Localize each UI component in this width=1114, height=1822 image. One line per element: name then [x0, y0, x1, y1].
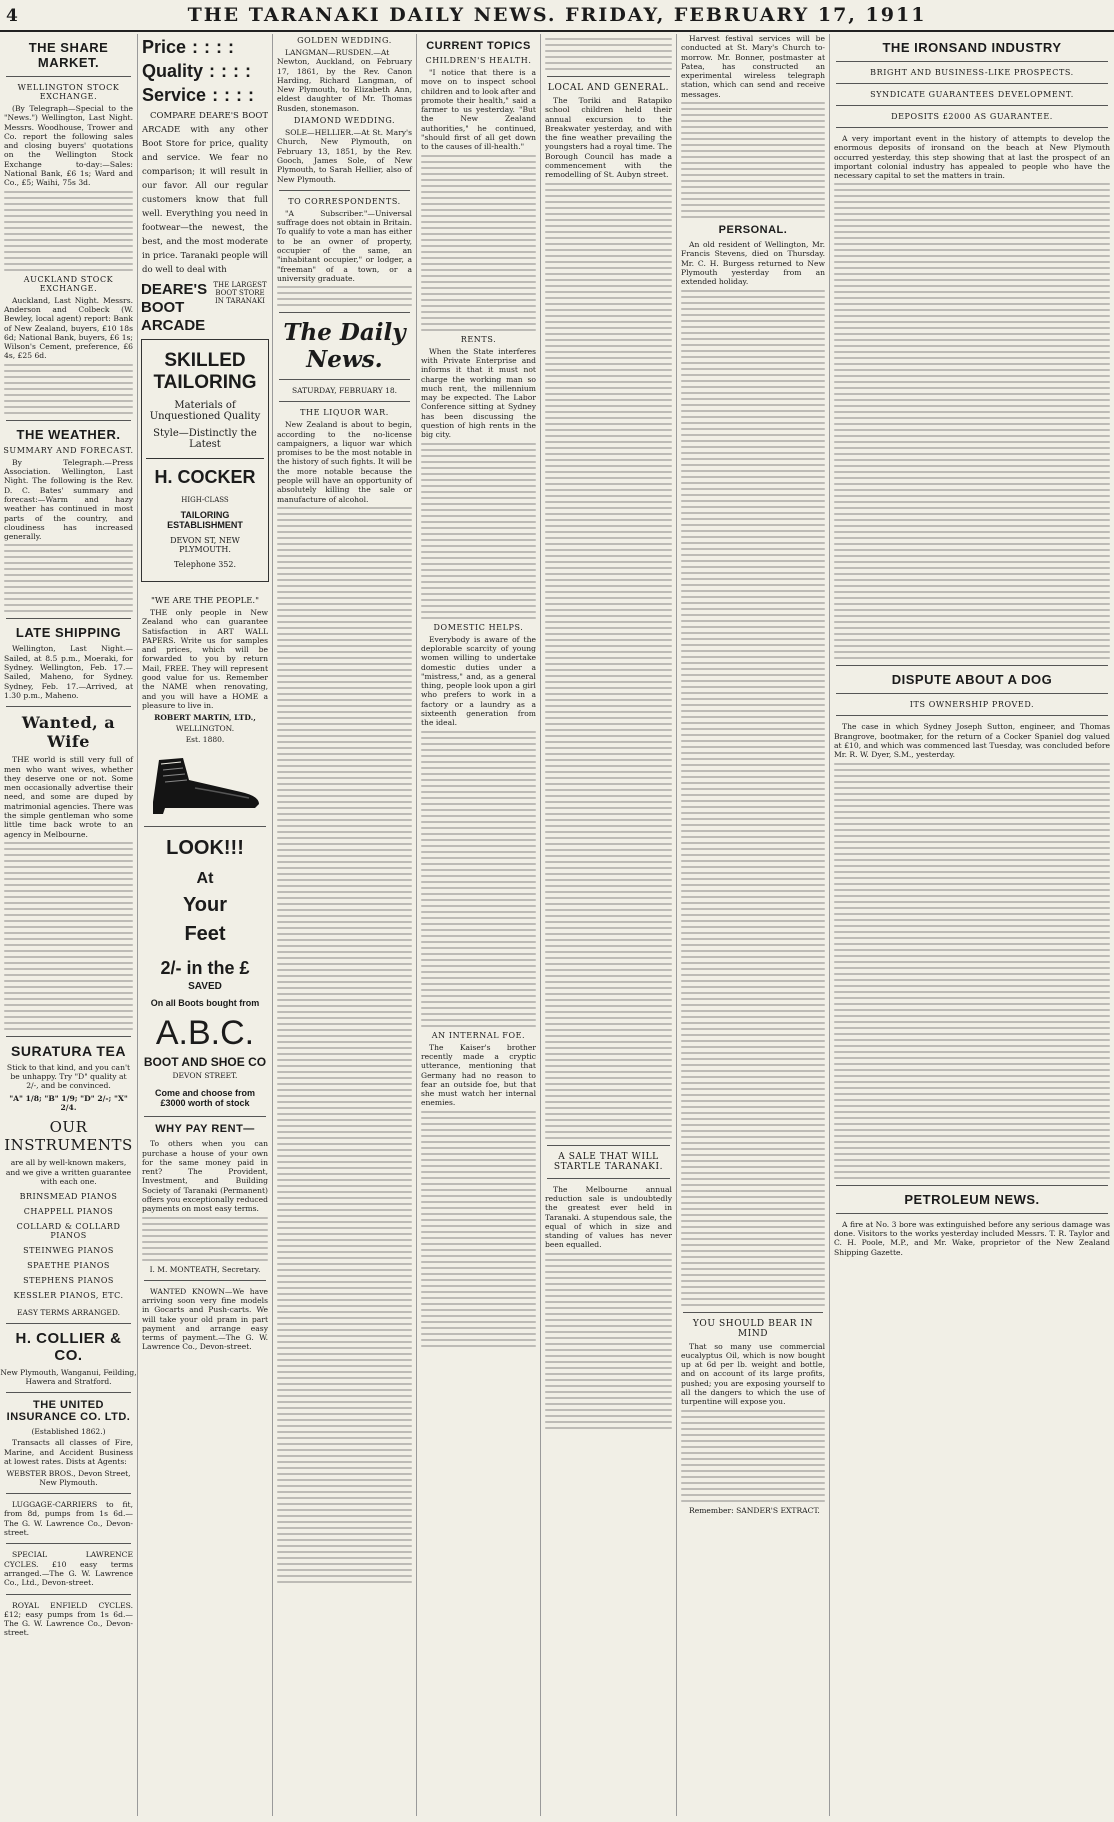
diamond-wedding-text: SOLE—HELLIER.—At St. Mary's Church, New Plymouth, on February 13, 1851, by the Rev. Gooch, James Sole, of New Plymouth, to Sarah Hellier, also of New Plymouth.: [277, 128, 412, 184]
cocker-name: H. COCKER: [154, 467, 256, 487]
divider: [279, 312, 410, 313]
column-5: [541, 34, 677, 1816]
piano-item: KESSLER PIANOS, ETC.: [13, 1291, 124, 1301]
robert-martin-name: ROBERT MARTIN, LTD.,: [154, 713, 256, 723]
divider: [836, 1213, 1108, 1214]
text-lines: [4, 842, 133, 1030]
divider: [836, 693, 1108, 694]
golden-wedding-heading: GOLDEN WEDDING.: [297, 36, 392, 45]
local-general-text: The Toriki and Ratapiko school children held their annual excursion to the Breakwater yesterday, and with the fine weather prevailing the youngsters had a royal time. The Borough Council has made a commencement with the remodelling of St. Aubyn street.: [545, 96, 672, 180]
column-4: [417, 34, 541, 1816]
divider: [6, 76, 131, 77]
text-lines: [545, 183, 672, 1139]
auckland-exchange-heading: AUCKLAND STOCK EXCHANGE.: [23, 274, 114, 293]
wellington-exchange-heading: WELLINGTON STOCK EXCHANGE.: [17, 83, 120, 101]
special-cycles-ad: SPECIAL LAWRENCE CYCLES. £10 easy terms arranged.—The G. W. Lawrence Co., Ltd., Devon-street.: [4, 1550, 133, 1588]
suratura-heading: SURATURA TEA: [11, 1042, 126, 1059]
weather-heading: THE WEATHER.: [16, 426, 121, 442]
divider: [6, 1036, 131, 1037]
wanted-wife-text: THE world is still very full of men who want wives, whether they deserve one or not. Some men occasionally advertise their need, and some are duped by matrimonial agencies. There was the simple gentleman who some little time back wrote to an agency in Melbourne.: [4, 755, 133, 839]
divider: [6, 1323, 131, 1324]
text-lines: [421, 731, 536, 1027]
text-lines: [681, 1410, 825, 1502]
childrens-health-heading: CHILDREN'S HEALTH.: [425, 56, 532, 65]
wanted-wife-heading: Wanted, a Wife: [21, 713, 116, 752]
piano-item: BRINSMEAD PIANOS: [19, 1192, 118, 1202]
piano-list: [0, 1192, 137, 1300]
cocker-address: DEVON ST, NEW PLYMOUTH.: [170, 536, 240, 554]
united-established: (Established 1862.): [31, 1427, 106, 1437]
divider: [836, 665, 1108, 666]
petroleum-text: A fire at No. 3 bore was extinguished before any serious damage was done. Visitors to the works yesterday included Messrs. T. R. Taylor and C. H. Poole, M.P., and Mr. Wake, proprietor of the New Zealand Shipping Gazette.: [834, 1219, 1110, 1257]
ironsand-subheading: BRIGHT AND BUSINESS-LIKE PROSPECTS.: [870, 68, 1074, 77]
deare-arcade-name: DEARE'S BOOT ARCADE: [141, 281, 208, 334]
weather-text: By Telegraph.—Press Association. Wellington, Last Night. The following is the Rev. D. C. Bates' summary and forecast:—Warm and hazy weather has continued in most parts of the country, and cloudiness has increased generally.: [4, 457, 133, 542]
piano-item: STEINWEG PIANOS: [23, 1246, 114, 1256]
column-7: [830, 34, 1114, 1816]
united-insurance-heading: THE UNITED INSURANCE CO. LTD.: [6, 1399, 131, 1424]
divider: [6, 1493, 131, 1494]
price-quality-service: [138, 37, 272, 106]
text-lines: [834, 763, 1110, 1179]
divider: [6, 618, 131, 619]
look-feet: Feet: [184, 923, 226, 946]
divider: [836, 61, 1108, 62]
divider: [836, 127, 1108, 128]
cocker-class: HIGH-CLASS: [181, 496, 229, 504]
divider: [6, 1392, 131, 1393]
weather-subheading: SUMMARY AND FORECAST.: [3, 445, 134, 455]
webster-bros: WEBSTER BROS., Devon Street, New Plymouth.: [6, 1469, 131, 1488]
internal-foe-text: The Kaiser's brother recently made a cryptic utterance, mentioning that Germany had no reason to fear an outside foe, but that she must watch her internal enemies.: [421, 1042, 536, 1108]
harvest-text: Harvest festival services will be conducted at St. Mary's Church to-morrow. Mr. Bonner, postmaster at Patea, has constructed an experimental wireless telegraph station, which can send and receive messages.: [681, 34, 825, 99]
internal-foe-heading: AN INTERNAL FOE.: [431, 1030, 526, 1040]
correspondents-text: "A Subscriber."—Universal suffrage does not obtain in Britain. To qualify to vote a man has either to be an owner of property, occupier of the same, an "inhabitant occupier," or lodger, a "freeman" of a town, or a university graduate.: [277, 208, 412, 283]
divider: [144, 1280, 266, 1281]
divider: [836, 715, 1108, 716]
rents-heading: RENTS.: [460, 334, 497, 344]
domestic-helps-text: Everybody is aware of the deplorable scarcity of young women willing to undertake domestic duties under a "mistress," and, as a general thing, people look upon a girl who prefers to work in a factory or a laundry as a sixteenth generation from the ideal.: [421, 634, 536, 728]
golden-wedding-text: LANGMAN—RUSDEN.—At Newton, Auckland, on February 17, 1861, by the Rev. Canon Harding, Richard Langman, of New Plymouth, to Elizabeth Ann, eldest daughter of Mr. Thomas Rusden, stonemason.: [277, 48, 412, 113]
text-lines: [681, 102, 825, 218]
divider: [144, 1116, 266, 1117]
suratura-grades: "A" 1/8; "B" 1/9; "D" 2/-; "X" 2/4.: [9, 1093, 128, 1113]
robert-martin-city: WELLINGTON.: [175, 724, 235, 734]
text-lines: [545, 38, 672, 70]
divider: [836, 1185, 1108, 1186]
deare-arcade-text: COMPARE DEARE'S BOOT ARCADE with any other Boot Store for price, quality and service. We fear no comparison; it will result in our favor. All our regular customers know that full well. Everything you need in footwear—the newest, the best, and the most moderate in price. Taranaki people will do well to deal with: [142, 111, 268, 275]
piano-item: CHAPPELL PIANOS: [23, 1207, 114, 1217]
column-1: [0, 34, 138, 1816]
ironsand-text: A very important event in the history of attempts to develop the enormous deposits of ironsand on the beach at New Plymouth occurred yesterday, this step showing that at last the prospect of an important colonial industry has appealed to people who have the necessary capital to set the matters in train.: [834, 134, 1110, 181]
divider: [547, 76, 670, 77]
page-number: 4: [6, 6, 18, 26]
childrens-health-text: "I notice that there is a move on to inspect school children and to look after and promote their health," said a farmer to us yesterday. "But the New Zealand authorities," he continued, "should first of all get down to the causes of ill-health.": [421, 68, 536, 152]
wellington-exchange-text: (By Telegraph—Special to the "News.") Wellington, Last Night. Messrs. Woodhouse, Trower and Co. report the following sales and closing buyers' quotations on the Wellington Stock Exchange to-day:—Sales: National Bank, £6 1s; Ward and Co., £5; Waihi, 75s 3d.: [4, 104, 133, 188]
masthead: [0, 0, 1114, 32]
late-shipping-heading: LATE SHIPPING: [15, 625, 122, 641]
text-lines: [421, 443, 536, 619]
royal-enfield-ad: ROYAL ENFIELD CYCLES. £12; easy pumps from 1s 6d.—The G. W. Lawrence Co., Devon-street.: [4, 1600, 133, 1638]
skilled-tailoring-materials: Materials of Unquestioned Quality: [149, 400, 261, 422]
look-your: Your: [182, 894, 228, 917]
piano-item: SPAETHE PIANOS: [27, 1261, 110, 1271]
sale-heading: A SALE THAT WILL STARTLE TARANAKI.: [553, 1151, 664, 1172]
bear-in-mind-heading: YOU SHOULD BEAR IN MIND: [692, 1318, 814, 1339]
on-all-boots: On all Boots bought from: [150, 998, 260, 1009]
abc-devon-street: DEVON STREET.: [172, 1071, 238, 1081]
wanted-known-ad: WANTED KNOWN—We have arriving soon very fine models in Gocarts and Push-carts. We will take your old pram in part payment and arrange easy terms of payment.—The G. W. Lawrence Co., Devon-street.: [142, 1286, 268, 1352]
text-lines: [681, 290, 825, 1306]
share-market-heading: THE SHARE MARKET.: [28, 40, 109, 70]
two-shillings-saved: 2/- in the £: [160, 958, 250, 979]
instruments-sub: are all by well-known makers, and we give a written guarantee with each one.: [5, 1158, 132, 1186]
sale-text: The Melbourne annual reduction sale is undoubtedly the greatest ever held in Taranaki. A stupendous sale, the equal of which in size and standing of values has never been equalled.: [545, 1184, 672, 1250]
personal-heading: PERSONAL.: [718, 224, 788, 237]
divider: [6, 420, 131, 421]
deposits-subheading: DEPOSITS £2000 AS GUARANTEE.: [891, 112, 1053, 121]
local-general-heading: LOCAL AND GENERAL.: [547, 83, 670, 93]
collier-address: New Plymouth, Wanganui, Feilding, Hawera and Stratford.: [0, 1368, 137, 1387]
rents-text: When the State interferes with Private Enterprise and informs it that it must not charge the working man so much rent, the millennium may be expected. The Labor Conference sitting at Sydney has been discussing the question of high rents in the big city.: [421, 346, 536, 440]
text-lines: [277, 286, 412, 306]
suratura-text: Stick to that kind, and you can't be unhappy. Try "D" quality at 2/-, and be convinced.: [6, 1062, 131, 1091]
skilled-tailoring-ad: [141, 339, 269, 582]
dispute-dog-text: The case in which Sydney Joseph Sutton, engineer, and Thomas Brangrove, bootmaker, for the return of a Cocker Spaniel dog valued at £10, and which was commenced last Tuesday, was concluded before Mr. R. W. Dyer, S.M., yesterday.: [834, 722, 1110, 760]
personal-text: An old resident of Wellington, Mr. Francis Stevens, died on Thursday. Mr. C. H. Burgess returned to New Plymouth yesterday from an extended holiday.: [681, 240, 825, 287]
abc-boot-shoe: BOOT AND SHOE CO: [143, 1055, 267, 1070]
instruments-heading: OUR INSTRUMENTS: [4, 1118, 133, 1155]
column-6: [677, 34, 830, 1816]
column-2: [138, 34, 273, 1816]
divider: [836, 83, 1108, 84]
text-lines: [421, 1111, 536, 1347]
deare-arcade-sign: [141, 281, 269, 335]
text-lines: [142, 1217, 268, 1261]
dispute-dog-heading: DISPUTE ABOUT A DOG: [891, 672, 1053, 688]
cocker-telephone: Telephone 352.: [173, 560, 237, 569]
easy-terms: EASY TERMS ARRANGED.: [17, 1308, 120, 1318]
text-lines: [4, 191, 133, 271]
auckland-exchange-text: Auckland, Last Night. Messrs. Anderson and Colbeck (W. Bewley, local agent) report: Bank of New Zealand, buyers, £10 18s 6d; National Bank, buyers, £6 1s; Wilson's Cement, preference, £6 4s, £25 6d.: [4, 295, 133, 361]
text-lines: [834, 183, 1110, 659]
issue-date: SATURDAY, FEBRUARY 18.: [291, 386, 397, 396]
boot-illustration-icon: [145, 750, 265, 820]
daily-news-nameplate: The Daily News.: [283, 319, 406, 374]
why-pay-rent-text: To others when you can purchase a house of your own for the same money paid in rent? The Provident, Investment, and Building Society of Taranaki (Permanent) offers you exceptionally reduced payments on most easy terms.: [142, 1139, 268, 1214]
monteath-signature: I. M. MONTEATH, Secretary.: [149, 1264, 261, 1274]
syndicate-subheading: SYNDICATE GUARANTEES DEVELOPMENT.: [870, 90, 1074, 99]
current-topics-heading: CURRENT TOPICS: [426, 40, 531, 52]
divider: [547, 1145, 670, 1146]
domestic-helps-heading: DOMESTIC HELPS.: [433, 622, 524, 632]
diamond-wedding-heading: DIAMOND WEDDING.: [293, 116, 396, 126]
why-pay-rent-heading: WHY PAY RENT—: [155, 1123, 255, 1136]
shipping-text: Wellington, Last Night.—Sailed, at 8.5 p.m., Moeraki, for Sydney. Wellington, Feb. 17.—Sailed, Maheno, for Sydney. Sydney, Feb. 17.—Arrived, at 1.30 p.m., Maheno.: [4, 644, 133, 700]
robert-martin-est: Est. 1880.: [185, 735, 225, 745]
deare-arcade-tag: THE LARGEST BOOT STORE IN TARANAKI: [213, 281, 267, 305]
text-lines: [4, 544, 133, 612]
divider: [144, 826, 266, 827]
text-lines: [4, 364, 133, 414]
piano-item: COLLARD & COLLARD PIANOS: [16, 1222, 121, 1241]
text-lines: [421, 155, 536, 331]
divider: [6, 706, 131, 707]
look-heading: LOOK!!!: [166, 837, 244, 860]
divider: [279, 190, 410, 191]
divider: [279, 401, 410, 402]
skilled-tailoring-style: Style—Distinctly the Latest: [153, 428, 257, 450]
collier-heading: H. COLLIER & CO.: [15, 1330, 122, 1365]
abc-name: A.B.C.: [155, 1014, 255, 1053]
sanders-extract: Remember: SANDER'S EXTRACT.: [689, 1505, 820, 1515]
look-at: At: [196, 870, 214, 888]
united-text: Transacts all classes of Fire, Marine, and Accident Business at lowest rates. Dists at Agents:: [4, 1438, 133, 1466]
divider: [547, 1178, 670, 1179]
saved-label: SAVED: [188, 981, 222, 993]
luggage-carriers-ad: LUGGAGE-CARRIERS to fit, from 8d, pumps from 1s 6d.—The G. W. Lawrence Co., Devon-street.: [4, 1500, 133, 1538]
we-are-people-heading: "WE ARE THE PEOPLE.": [150, 596, 260, 606]
divider: [279, 379, 410, 380]
newspaper-title: THE TARANAKI DAILY NEWS. FRIDAY, FEBRUARY 17, 1911: [187, 4, 927, 26]
text-lines: [545, 1253, 672, 1429]
divider: [683, 1312, 823, 1313]
skilled-tailoring-heading: SKILLED TAILORING: [153, 350, 257, 393]
price-label: Price ::::: [142, 37, 241, 57]
bear-in-mind-text: That so many use commercial eucalyptus Oil, which is now bought up at 6d per lb. weight and bottle, and on account of its large profits, pushed; you are exposing yourself to all the dangers to which the use of turpentine will expose you.: [681, 1341, 825, 1407]
divider: [6, 1594, 131, 1595]
service-label: Service ::::: [142, 85, 261, 105]
column-3: [273, 34, 417, 1816]
dispute-dog-subheading: ITS OWNERSHIP PROVED.: [909, 700, 1035, 710]
quality-label: Quality ::::: [142, 61, 257, 81]
liquor-war-text: New Zealand is about to begin, according to the no-license campaigners, a liquor war which promises to be the most notable in the history of such fights. It will be the more notable because the people will have an opportunity of absolutely killing the sale or manufacture of alcohol.: [277, 420, 412, 504]
liquor-war-heading: THE LIQUOR WAR.: [300, 408, 389, 418]
petroleum-heading: PETROLEUM NEWS.: [904, 1191, 1040, 1207]
ironsand-heading: THE IRONSAND INDUSTRY: [882, 40, 1062, 55]
divider: [6, 1543, 131, 1544]
we-are-people-text: THE only people in New Zealand who can guarantee Satisfaction in ART WALL PAPERS. Write us for samples and prices, which will be forwarded to you by return Mail, FREE. They will represent good value for us. Remember the NAME when renovating, and you will have a HOME a pleasure to live in.: [142, 608, 268, 710]
text-lines: [277, 507, 412, 1583]
divider: [836, 105, 1108, 106]
come-choose: Come and choose from £3000 worth of stock: [154, 1088, 255, 1109]
correspondents-heading: TO CORRESPONDENTS.: [288, 196, 401, 206]
cocker-establishment: TAILORING ESTABLISHMENT: [167, 510, 243, 530]
piano-item: STEPHENS PIANOS: [23, 1276, 114, 1286]
